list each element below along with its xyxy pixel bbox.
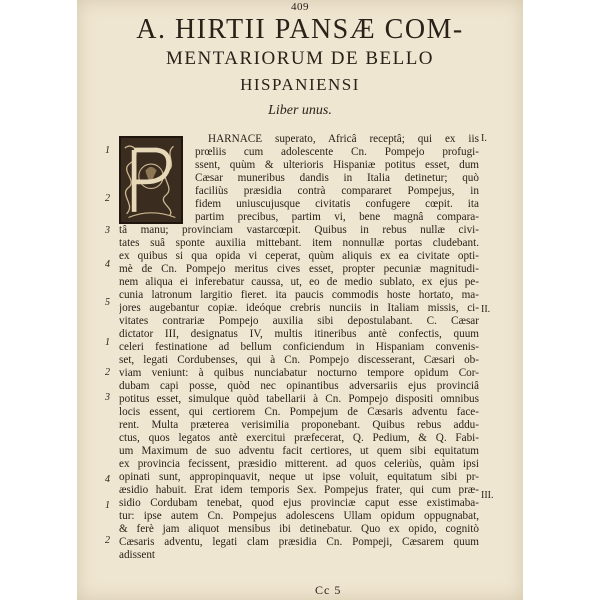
text-line: mè de Cn. Pompejo meritus cives esset, propter pecuniæ magnitudi-: [119, 263, 479, 275]
text-line: faciliùs præsidia contrà compararet Pompejus, in: [195, 185, 479, 197]
text-line: locis essent, qui certiorem Cn. Pompejum de Cæsaris adventu face-: [119, 406, 479, 418]
text-line: dictator III, designatus IV, multis itineribus antè confectis, quum: [119, 328, 479, 340]
text-line: opinati sunt, appropinquavit, neque ut ipse voluit, equitatum sibi pr-: [119, 471, 479, 483]
text-line: um Maximum de suo adventu facit certiores, ut quem sibi equitatum: [119, 445, 479, 457]
margin-chapter-note: II.: [481, 304, 491, 315]
text-line: & ferè jam aliquot mensibus ibi detinebatur. Quo ex opido, cognitò: [119, 523, 479, 535]
decorated-initial-p-icon: [119, 136, 183, 224]
text-line: Cæsaris adventu, legati clam præsidia Cn. Pompeji, Cæsarem quum: [119, 536, 479, 548]
margin-number: 2: [105, 535, 110, 546]
text-line: sidio Cordubam tenebat, quod ejus provinciæ caput esse existimaba-: [119, 497, 479, 509]
margin-chapter-note: III.: [481, 490, 494, 501]
book-page: [77, 0, 523, 600]
margin-number: 2: [105, 193, 110, 204]
title-line-3: HISPANIENSI: [240, 75, 360, 94]
text-line: rent. Multa præterea verisimilia proponebant. Quibus rebus addu-: [119, 419, 479, 431]
text-line: tates suâ sponte auxilia mittebant. item nonnullæ portas cludebant.: [119, 237, 479, 249]
text-line: cunia latronum largitio fieret. ita paucis commodis hoste hortato, ma-: [119, 289, 479, 301]
margin-number: 1: [105, 500, 110, 511]
text-line: prœliis cum adolescente Cn. Pompejo profugi-: [195, 146, 479, 158]
page-number: 409: [291, 1, 309, 13]
text-line: jores augebantur copiæ. ideóque crebris nunciis in Italiam missis, ci-: [119, 302, 479, 314]
text-line: tâ manu; provinciam vastarcœpit. Quibus in rebus nullæ civi-: [119, 224, 479, 236]
signature-mark: Cc 5: [315, 583, 342, 597]
text-line: ex quibus si qua opida vi ceperat, quùm aliquis ex ea civitate opti-: [119, 250, 479, 262]
text-line: HARNACE superato, Africâ receptâ; qui ex iis: [208, 133, 479, 145]
text-line: Cæsar muneribus dandis in Italia detinetur; quò: [195, 172, 479, 184]
margin-number: 1: [105, 145, 110, 156]
title-line-2: MENTARIORUM DE BELLO: [165, 48, 435, 69]
text-line: ex provincia fecissent, præsidio mitterent. ad quos celeriùs, quàm ipsi: [119, 458, 479, 470]
margin-number: 3: [105, 225, 110, 236]
text-line: adissent: [119, 549, 156, 561]
margin-number: 2: [105, 367, 110, 378]
subtitle: Liber unus.: [268, 103, 332, 118]
text-line: tur: ipse autem Cn. Pompejus adolescens Ullam opidum oppugnabat,: [119, 510, 479, 522]
margin-number: 3: [105, 392, 110, 403]
text-line: fidem uniuscujusque civitatis confugere cœpit. ita: [195, 198, 479, 210]
margin-number: 4: [105, 259, 110, 270]
margin-number: 5: [105, 297, 110, 308]
margin-number: 4: [105, 474, 110, 485]
text-line: nem aliqua ei inferebatur caussa, ut, eo de medio sublato, ex ejus pe-: [119, 276, 479, 288]
text-line: vitates contrariæ Pompejo auxilia sibi depostulabant. C. Cæsar: [119, 315, 479, 327]
text-line: dubam capi posse, quòd nec opinantibus adversariis ejus provinciâ: [119, 380, 479, 392]
text-line: set, legati Cordubenses, qui à Cn. Pompejo discesserant, Cæsari ob-: [119, 354, 479, 366]
text-line: viam veniunt: à quibus nunciabatur nocturno tempore opidum Cor-: [119, 367, 479, 379]
text-line: potitus esset, simulque quòd tabellarii à Cn. Pompejo dispositi omnibus: [119, 393, 479, 405]
text-line: æsidio habuit. Erat idem temporis Sex. Pompejus frater, qui cum præ-: [119, 484, 479, 496]
text-line: ctus, quos legatos antè exercitui præfecerat, Q. Pedium, & Q. Fabi-: [119, 432, 479, 444]
margin-chapter-note: I.: [481, 133, 487, 144]
text-line: celeri festinatione ad bellum conficiendum in Hispaniam convenis-: [119, 341, 479, 353]
text-line: partim precibus, partim vi, bene magnâ compara-: [195, 211, 479, 223]
margin-number: 1: [105, 337, 110, 348]
title-line-1: A. HIRTII PANSÆ COM-: [136, 14, 464, 45]
text-line: ssent, quùm & ulterioris Hispaniæ potitus esset, dum: [195, 159, 479, 171]
